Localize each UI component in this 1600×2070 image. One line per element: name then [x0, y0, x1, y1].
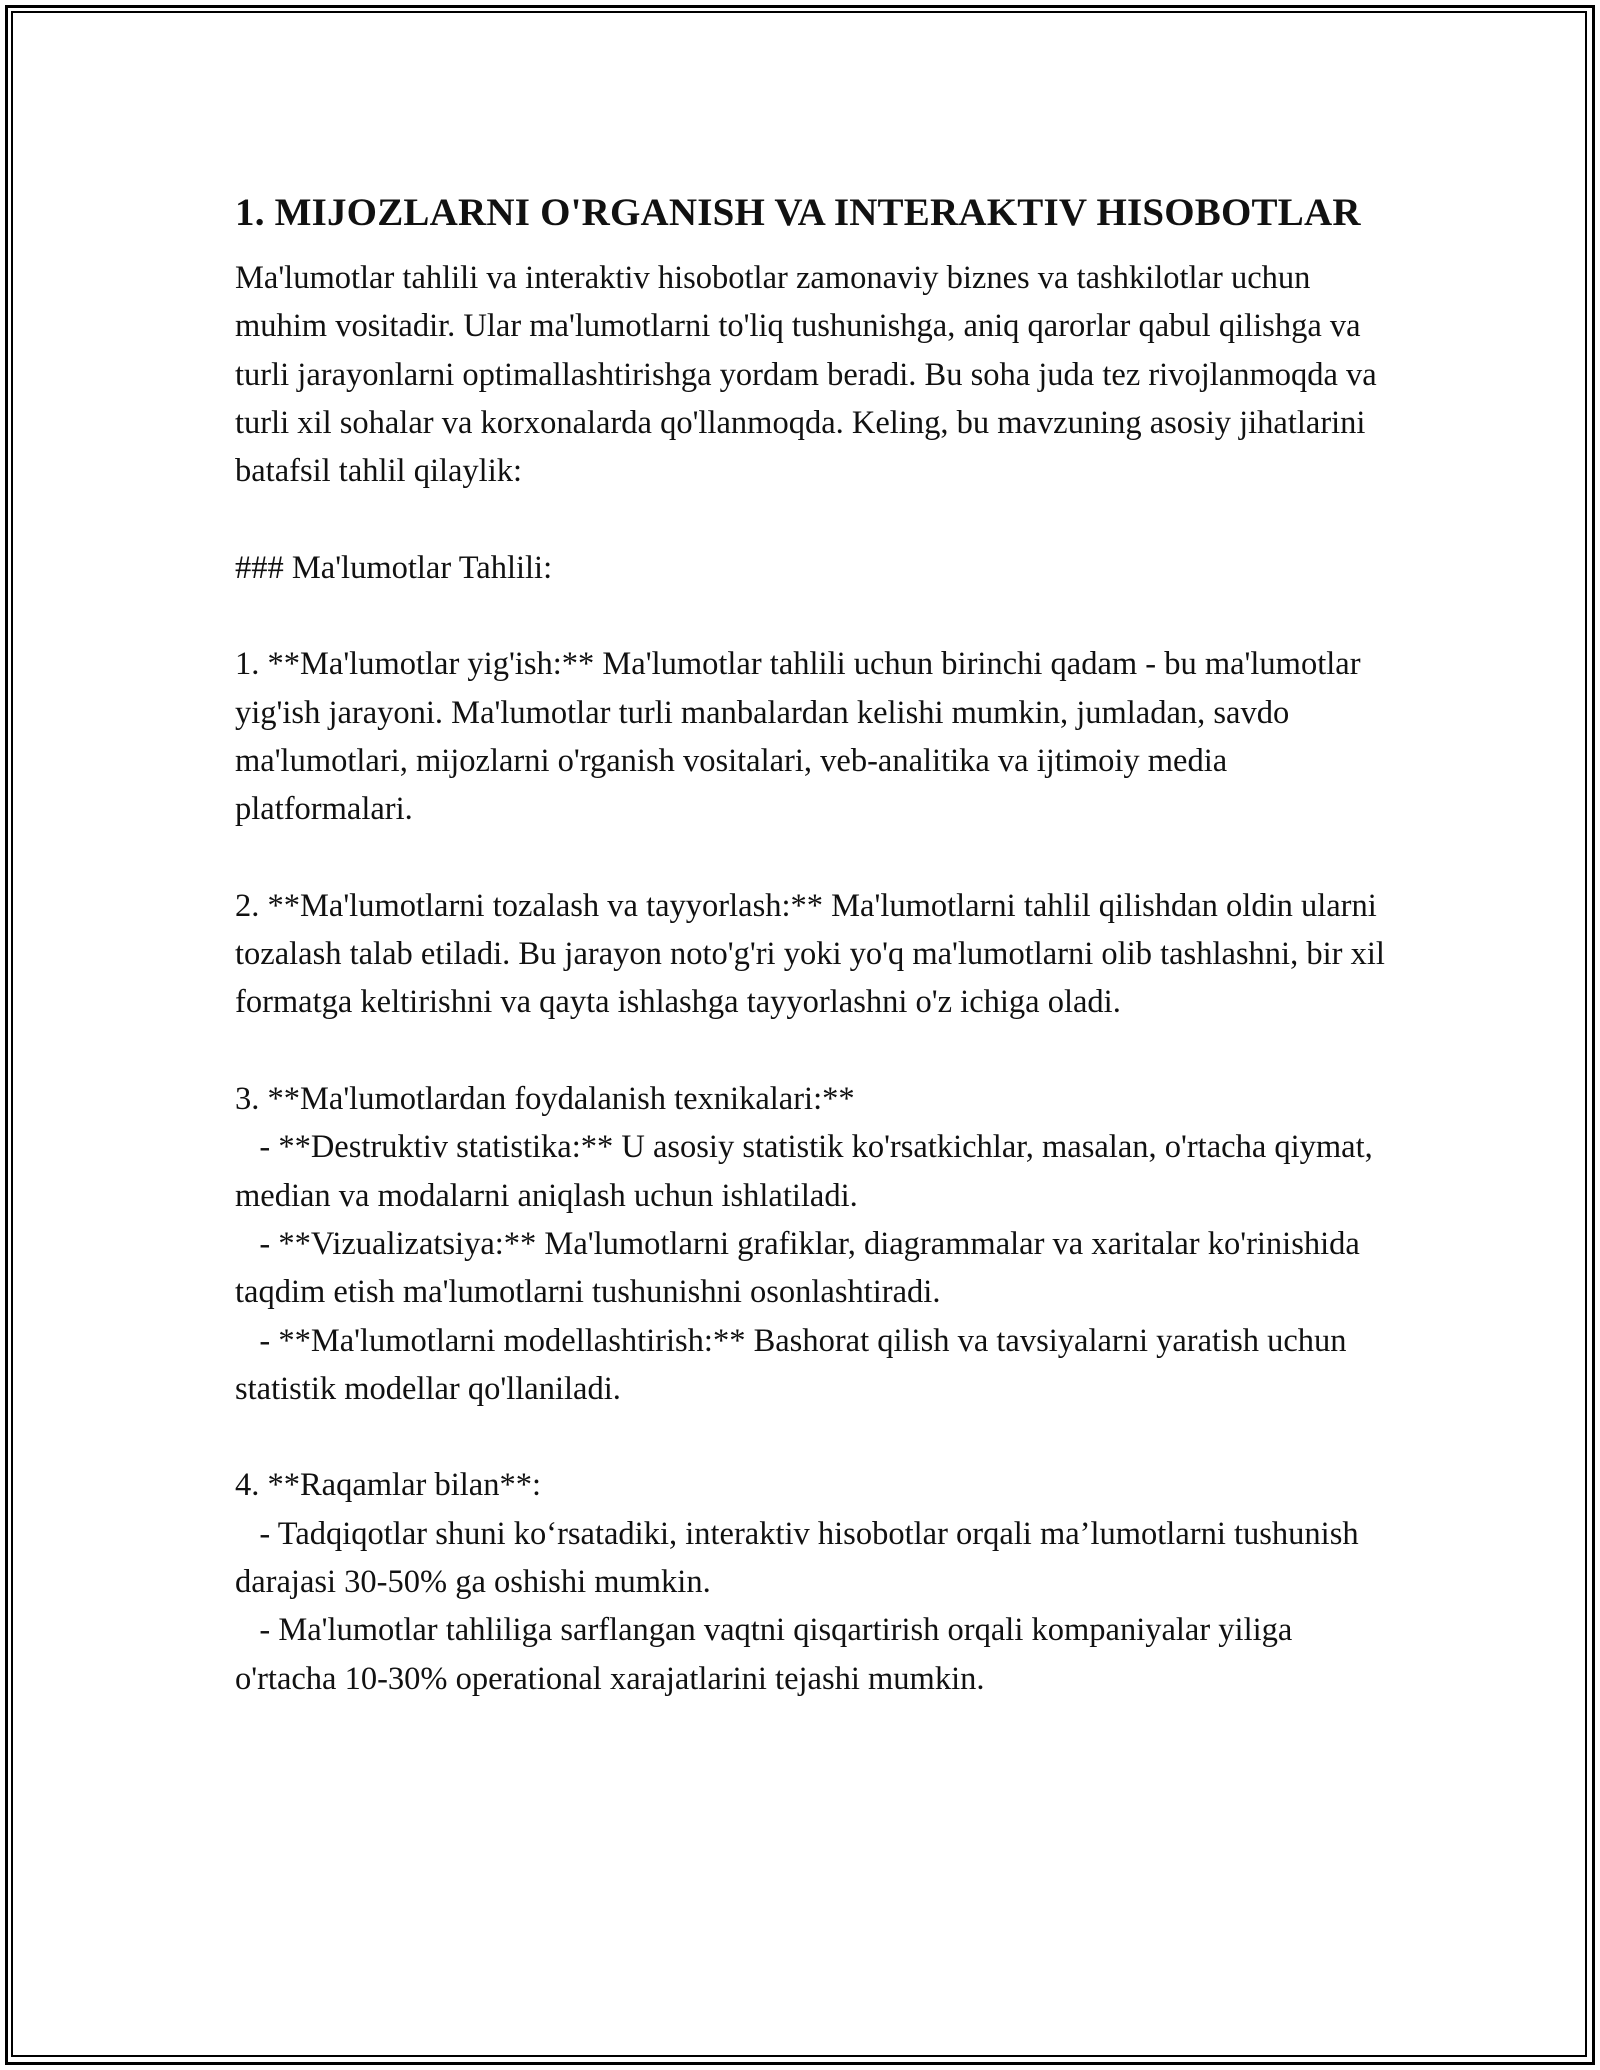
list-item-3-bullet: - **Destruktiv statistika:** U asosiy statistik ko'rsatkichlar, masalan, o'rtacha qiymat, median va modalarni aniqlash uchun ishlatiladi. [235, 1129, 1381, 1214]
list-item-4-bullet: - Tadqiqotlar shuni ko‘rsatadiki, interaktiv hisobotlar orqali ma’lumotlarni tushunish darajasi 30-50% ga oshishi mumkin. [235, 1515, 1367, 1601]
list-item-4-heading: 4. **Raqamlar bilan**: [235, 1467, 541, 1504]
list-item-3-bullet: - **Ma'lumotlarni modellashtirish:** Bashorat qilish va tavsiyalarni yaratish uchun statistik modellar qo'llaniladi. [235, 1322, 1355, 1407]
list-item-4-bullet: - Ma'lumotlar tahliliga sarflangan vaqtni qisqartirish orqali kompaniyalar yiliga o'rtacha 10-30% operational xarajatlarini tejashi mumkin. [235, 1612, 1301, 1697]
list-item-3-bullet: - **Vizualizatsiya:** Ma'lumotlarni grafiklar, diagrammalar va xaritalar ko'rinishida taqdim etish ma'lumotlarni tushunishni osonlashtiradi. [235, 1225, 1368, 1311]
section-heading: ### Ma'lumotlar Tahlili: [235, 549, 553, 586]
list-item-1: 1. **Ma'lumotlar yig'ish:** Ma'lumotlar tahlili uchun birinchi qadam - bu ma'lumotlar yig'ish jarayoni. Ma'lumotlar turli manbalardan kelishi mumkin, jumladan, savdo ma'lumotlari, mijozlarni o'rganish vositalari, veb-analitika va ijtimoiy media platformalari. [235, 646, 1369, 828]
intro-paragraph: Ma'lumotlar tahlili va interaktiv hisobotlar zamonaviy biznes va tashkilotlar uchun muhim vositadir. Ular ma'lumotlarni to'liq tushunishga, aniq qarorlar qabul qilishga va turli jarayonlarni optimallashtirishga yordam beradi. Bu soha juda tez rivojlanmoqda va turli xil sohalar va korxonalarda qo'llanmoqda. Keling, bu mavzuning asosiy jihatlarini batafsil tahlil qilaylik: [235, 260, 1385, 490]
paragraph-spacer [235, 834, 1395, 882]
paragraph-spacer [235, 495, 1395, 543]
document-title: 1. MIJOZLARNI O'RGANISH VA INTERAKTIV HISOBOTLAR [235, 191, 1361, 234]
list-item-3-heading: 3. **Ma'lumotlardan foydalanish texnikalari:** [235, 1081, 855, 1118]
list-item-2: 2. **Ma'lumotlarni tozalash va tayyorlash:** Ma'lumotlarni tahlil qilishdan oldin ularni tozalash talab etiladi. Bu jarayon noto'g'ri yoki yo'q ma'lumotlarni olib tashlashni, bir xil formatga keltirishni va qayta ishlashga tayyorlashni o'z ichiga oladi. [235, 887, 1394, 1021]
paragraph-spacer [235, 1413, 1395, 1461]
document-body [235, 185, 1395, 1703]
paragraph-spacer [235, 1027, 1395, 1075]
paragraph-spacer [235, 592, 1395, 640]
